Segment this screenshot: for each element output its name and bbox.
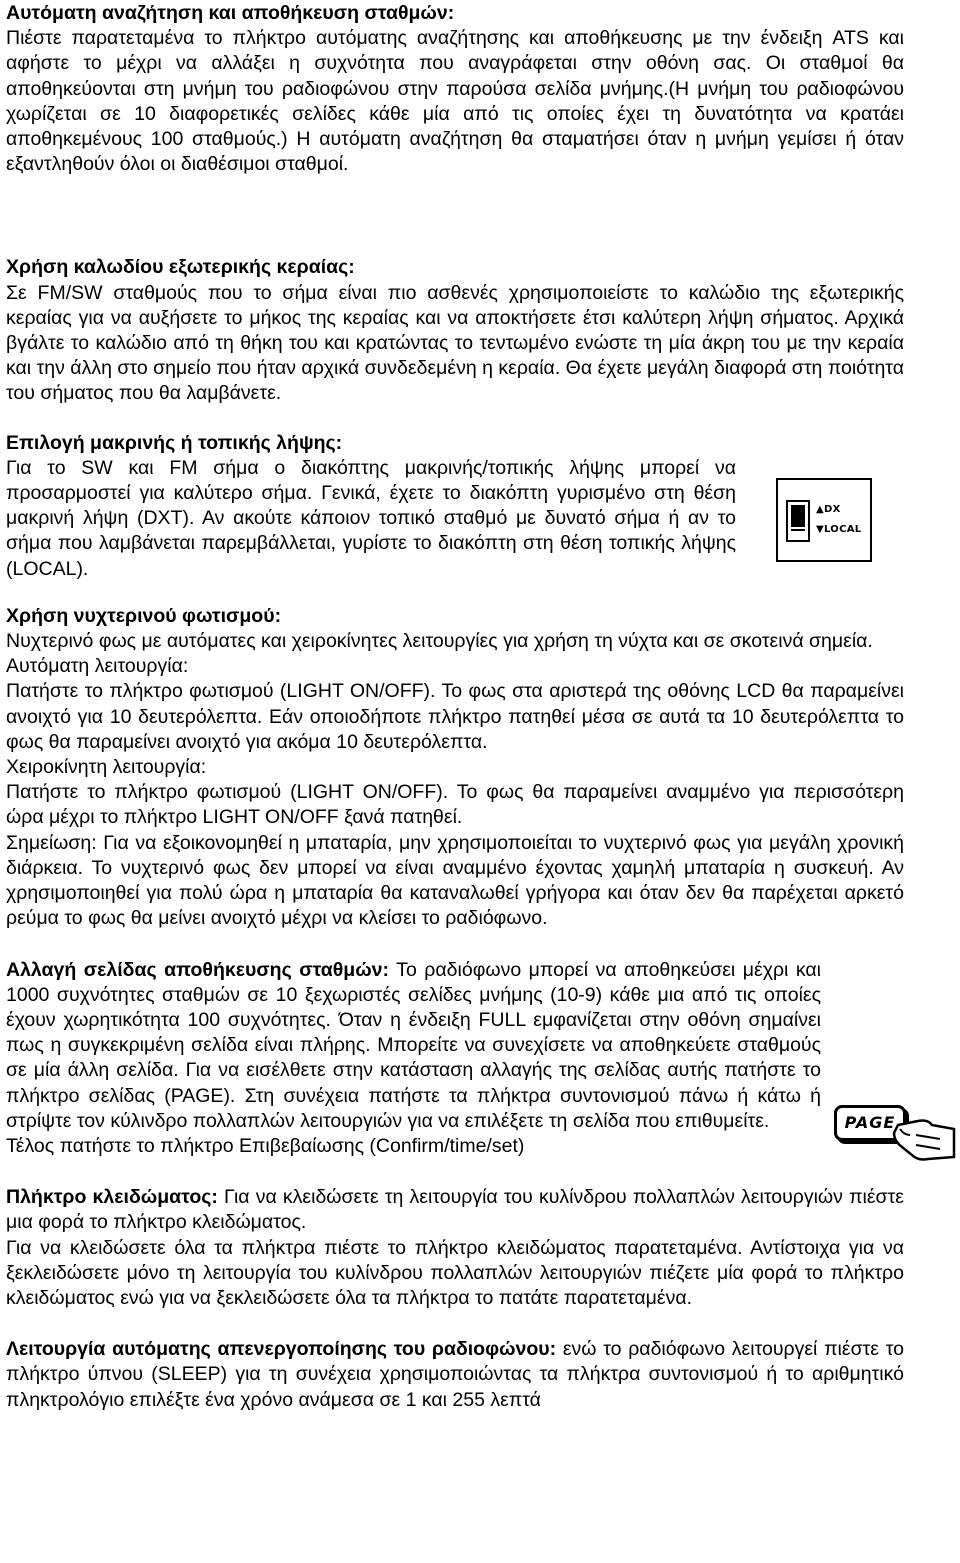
- dx-local-switch-figure: [776, 478, 872, 562]
- auto-mode-title: Αυτόματη λειτουργία:: [6, 655, 189, 678]
- manual-mode-body: Πατήστε το πλήκτρο φωτισμού (LIGHT ON/OFF). Το φως θα παραμείνει αναμμένο για περισσότερη ώρα μέχρι το πλήκτρο LIGHT ON/OFF ξανά πατηθεί.: [6, 781, 904, 829]
- switch-divider: [791, 529, 805, 531]
- local-label: ▼LOCAL: [816, 524, 862, 535]
- lock-key-text: Για να κλειδώσετε τη λειτουργία του κυλίνδρου πολλαπλών λειτουργιών πιέστε μια φορά το πλήκτρο κλειδώματος.: [6, 1186, 904, 1234]
- section-auto-off: [6, 1337, 904, 1413]
- auto-off-text: ενώ το ραδιόφωνο λειτουργεί πιέστε το πλήκτρο ύπνου (SLEEP) για τη συνέχεια χρησιμοποιώντας τα πλήκτρα συντονισμού ή το αριθμητικό πληκτρολόγιο επιλέξτε ένα χρόνο ανάμεσα σε 1 και 255 λεπτά: [6, 1338, 904, 1411]
- switch-knob: [791, 505, 805, 527]
- section-body: Πιέστε παρατεταμένα το πλήκτρο αυτόματης αναζήτησης και αποθήκευσης με την ένδειξη ATS και αφήστε το μέχρι να αλλάξει η συχνότητα που αναγράφεται στην οθόνη σας. Οι σταθμοί θα αποθηκεύονται στη μνήμη του ραδιοφώνου στην παρούσα σελίδα μνήμης.(Η μνήμη του ραδιοφώνου χωρίζεται σε 10 διαφορετικές σελίδες κάθε μία από τις οποίες έχει τη δυνατότητα να κρατάει αποθηκεμένους 100 σταθμούς.) Η αυτόματη αναζήτηση θα σταματήσει όταν η μνήμη γεμίσει ή όταν εξαντληθούν όλοι οι διαθέσιμοι σταθμοί.: [6, 27, 904, 176]
- section-heading: Χρήση καλωδίου εξωτερικής κεραίας:: [6, 256, 355, 279]
- section-body: [6, 1337, 904, 1413]
- section-heading: Αλλαγή σελίδας αποθήκευσης σταθμών:: [6, 958, 390, 981]
- switch-body: [786, 500, 810, 542]
- section-heading: Αυτόματη αναζήτηση και αποθήκευση σταθμών:: [6, 2, 455, 24]
- pressing-finger-icon: [828, 1095, 958, 1165]
- battery-note: Σημείωση: Για να εξοικονομηθεί η μπαταρία, μην χρησιμοποιείται το νυχτερινό φως για μεγάλη χρονική διάρκεια. Το νυχτερινό φως δεν μπορεί να είναι αναμμένο έχοντας χαμηλή μπαταρία η συσκευή. Αν χρησιμοποιηθεί για πολύ ώρα η μπαταρία θα καταναλωθεί γρήγορα και όταν δεν θα παρέχεται αρκετό ρεύμα το φως θα μείνει ανοιχτό μέχρι να κλείσει το ραδιόφωνο.: [6, 831, 904, 930]
- section-heading: Χρήση νυχτερινού φωτισμού:: [6, 604, 282, 627]
- section-body: [6, 1185, 904, 1235]
- manual-mode-title: Χειροκίνητη λειτουργία:: [6, 756, 207, 779]
- section-heading: Λειτουργία αυτόματης απενεργοποίησης του ραδιοφώνου:: [6, 1338, 557, 1361]
- section-night-light: [6, 604, 904, 932]
- section-auto-search: [6, 0, 904, 177]
- section-heading: Επιλογή μακρινής ή τοπικής λήψης:: [6, 431, 343, 454]
- section-body: [6, 958, 821, 1134]
- page-button-figure: [828, 1095, 958, 1165]
- section-reception-mode: [6, 431, 904, 582]
- document-page: [6, 0, 904, 1413]
- lock-key-rest: Για να κλειδώσετε όλα τα πλήκτρα πιέστε το πλήκτρο κλειδώματος παρατεταμένα. Αντίστοιχα για να ξεκλειδώσετε μόνο τη λειτουργία του κυλίνδρου πολλαπλών λειτουργιών πιέζετε μία φορά το πλήκτρο κλειδώματος ενώ για να ξεκλειδώσετε όλα τα πλήκτρα το πατάτε παρατεταμένα.: [6, 1236, 904, 1309]
- section-body: Σε FM/SW σταθμούς που το σήμα είναι πιο ασθενές χρησιμοποιείστε το καλώδιο της εξωτερικής κεραίας για να αυξήσετε το μήκος της κεραίας και να αποκτήσετε έτσι καλύτερη λήψη σήματος. Αρχικά βγάλτε το καλώδιο από τη θήκη του και κρατώντας το τεντωμένο ενώστε τη μία άκρη του με την κεραία και την άλλη στο σημείο που ήταν αρχικά συνδεδεμένη η κεραία. Θα έχετε μεγάλη διαφορά στη ποιότητα του σήματος που θα λαμβάνετε.: [6, 281, 904, 405]
- page-key-label: PAGE: [844, 1113, 896, 1132]
- night-light-intro: Νυχτερινό φως με αυτόματες και χειροκίνητες λειτουργίες για χρήση τη νύχτα και σε σκοτεινά σημεία.: [6, 630, 873, 653]
- auto-mode-body: Πατήστε το πλήκτρο φωτισμού (LIGHT ON/OFF). Το φως στα αριστερά της οθόνης LCD θα παραμείνει ανοιχτό για 10 δευτερόλεπτα. Εάν οποιοδήποτε πλήκτρο πατηθεί μέσα σε αυτά τα 10 δευτερόλεπτα το φως θα παραμείνει ανοιχτό για ακόμα 10 δευτερόλεπτα.: [6, 680, 904, 753]
- section-heading: Πλήκτρο κλειδώματος:: [6, 1186, 218, 1209]
- memory-page-confirm: Τέλος πατήστε το πλήκτρο Επιβεβαίωσης (Confirm/time/set): [6, 1134, 525, 1157]
- section-external-antenna: [6, 255, 904, 406]
- section-body: Για το SW και FM σήμα ο διακόπτης μακρινής/τοπικής λήψης μπορεί να προσαρμοστεί για καλύτερο σήμα. Γενικά, έχετε το διακόπτη γυρισμένο στη θέση μακρινή λήψη (DXT). Αν ακούτε κάποιον τοπικό σταθμό με δυνατό σήμα ή αν το σήμα που λαμβάνεται παρεμβάλλεται, γυρίστε το διακόπτη στη θέση τοπικής λήψης (LOCAL).: [6, 456, 736, 580]
- section-memory-page: [6, 958, 904, 1160]
- section-lock-key: [6, 1185, 904, 1311]
- memory-page-text: Το ραδιόφωνο μπορεί να αποθηκεύσει μέχρι και 1000 συχνότητες σταθμών σε 10 ξεχωριστές σελίδες μνήμης (10-9) κάθε μια από τις οποίες έχουν χωρητικότητα 100 συχνότητες. Όταν η ένδειξη FULL εμφανίζεται στην οθόνη σημαίνει πως η συγκεκριμένη σελίδα είναι πλήρης. Μπορείτε να συνεχίσετε να αποθηκεύετε σταθμούς σε μία άλλη σελίδα. Για να εισέλθετε στην κατάσταση αλλαγής της σελίδας αυτής πατήστε το πλήκτρο σελίδας (PAGE). Στη συνέχεια πατήστε τα πλήκτρα συντονισμού πάνω ή κάτω ή στρίψτε τον κύλινδρο πολλαπλών λειτουργιών για να επιλέξετε τη σελίδα που επιθυμείτε.: [6, 958, 822, 1132]
- dx-label: ▲DX: [816, 504, 841, 515]
